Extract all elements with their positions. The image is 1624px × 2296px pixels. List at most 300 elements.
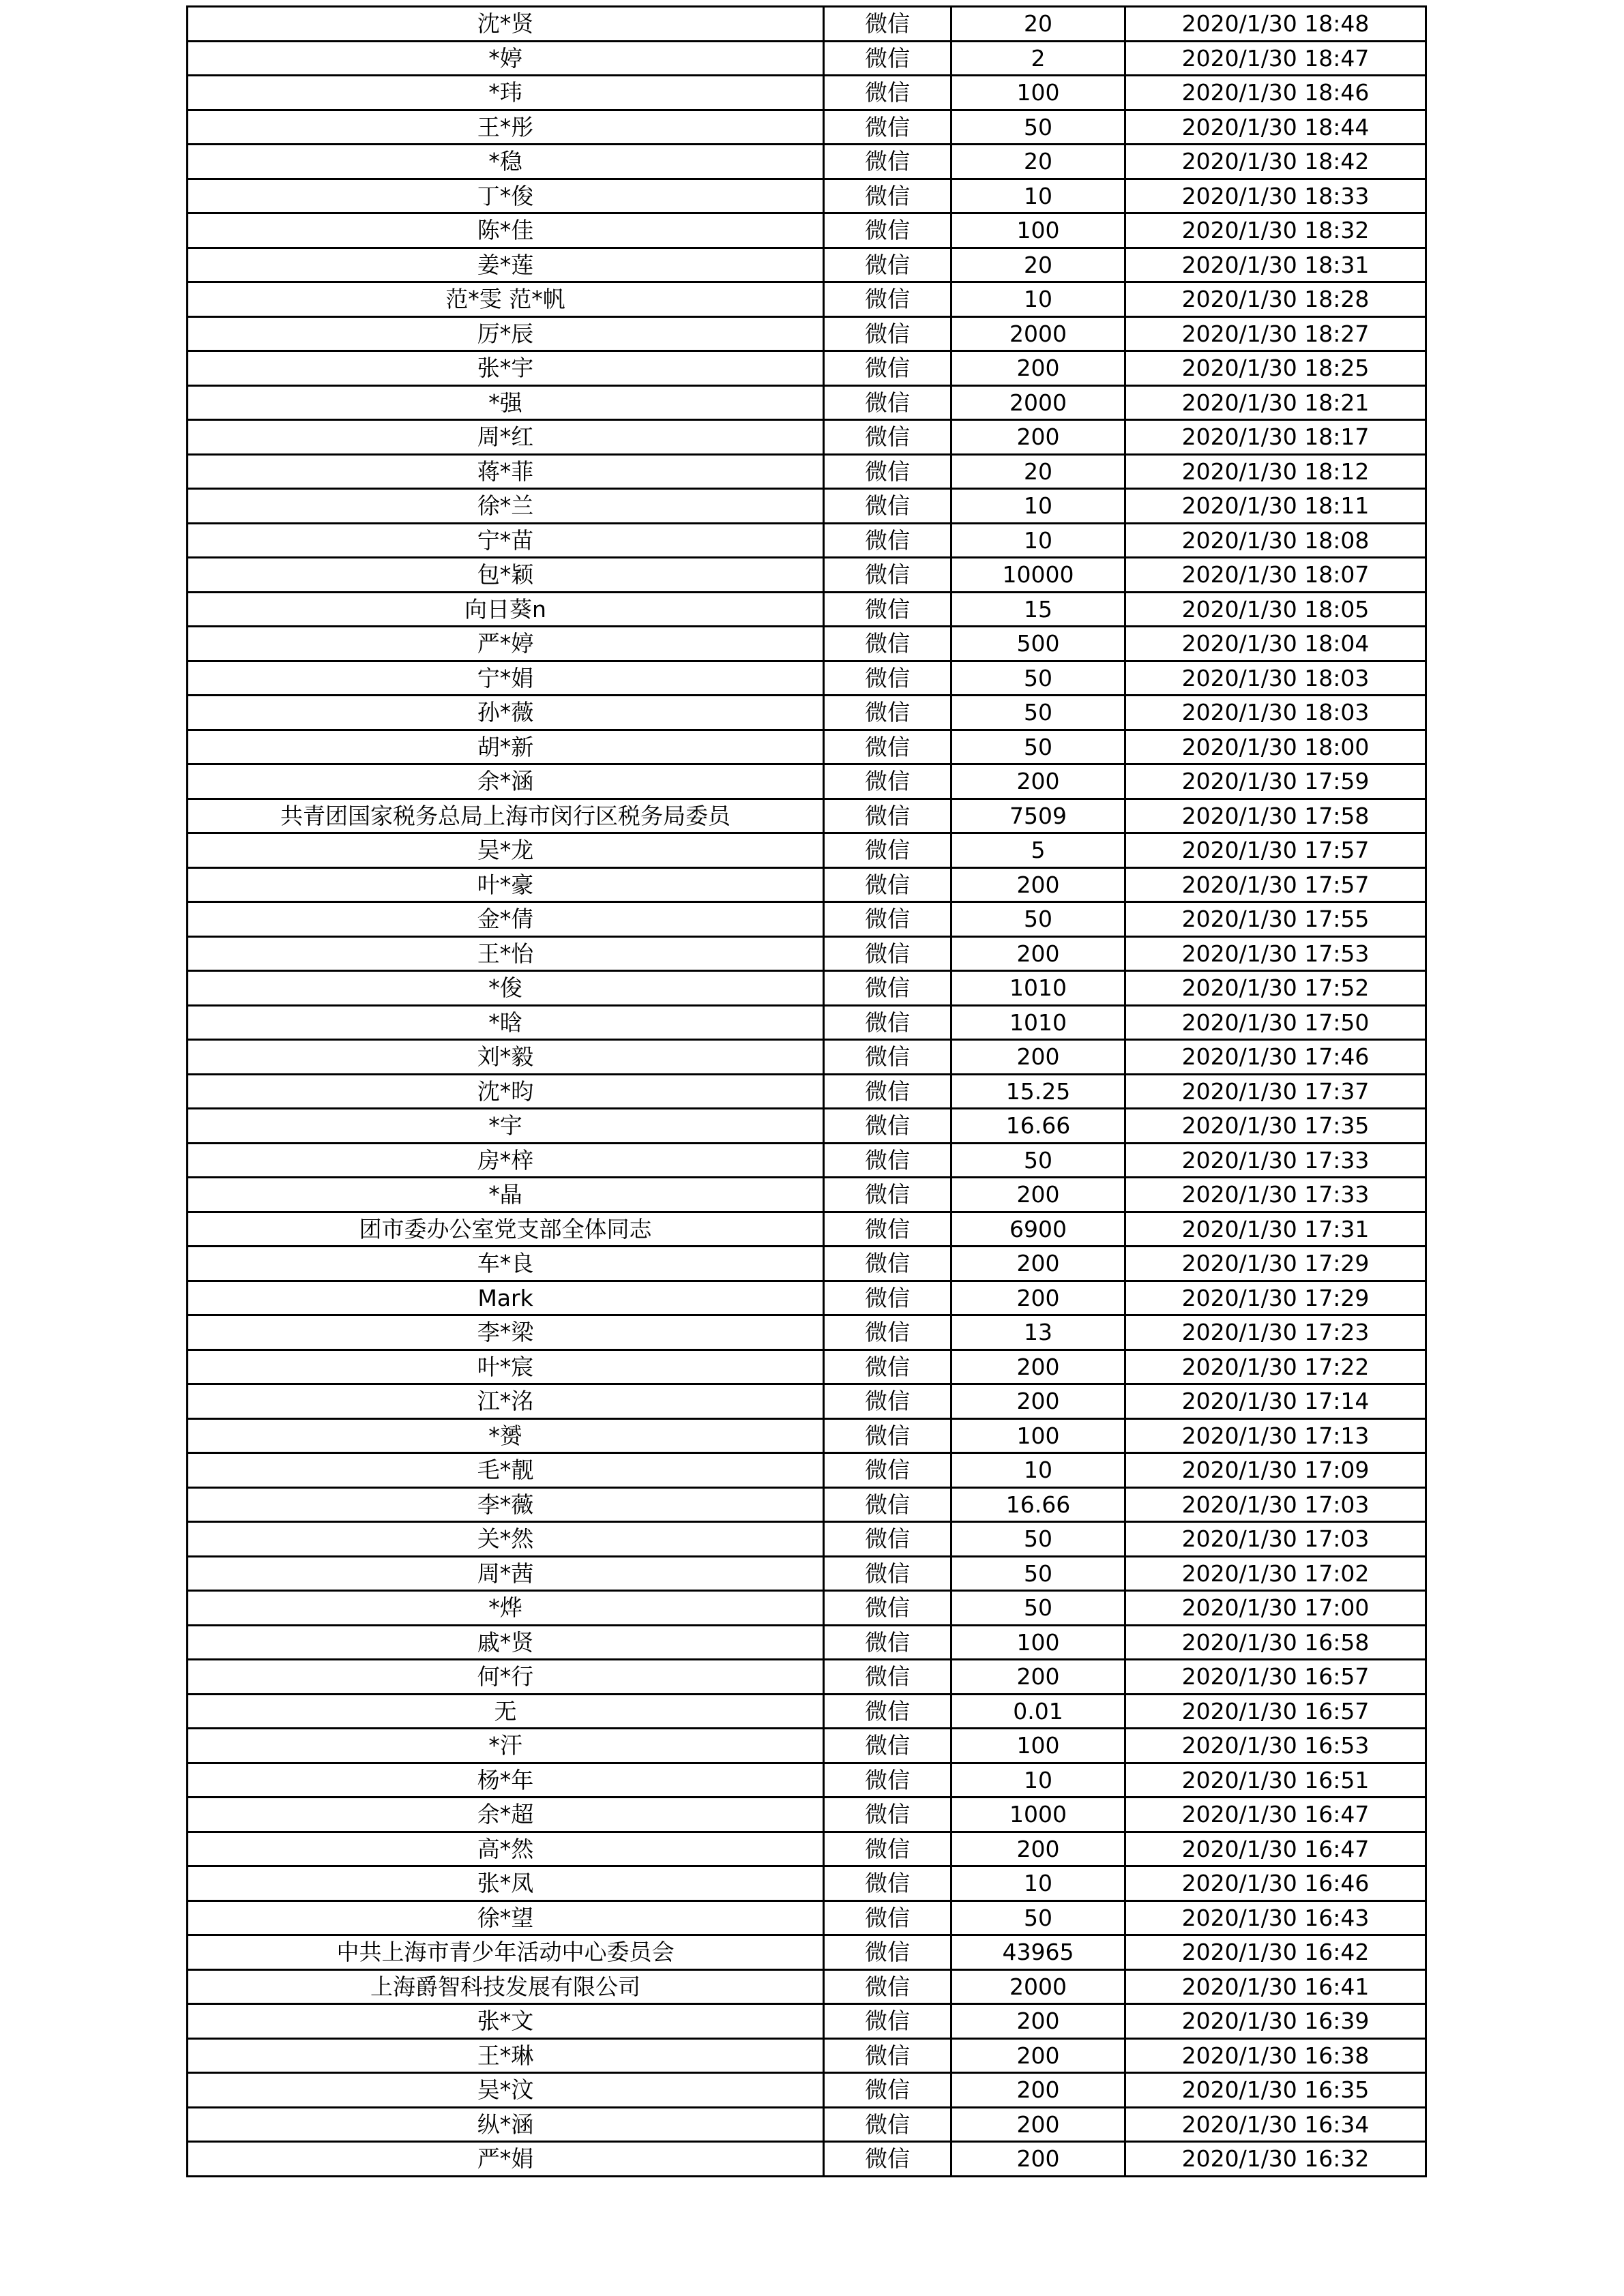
donation-time-cell: 2020/1/30 17:00 xyxy=(1125,1591,1426,1626)
donor-name-cell: 严*娟 xyxy=(188,2142,824,2177)
amount-cell: 43965 xyxy=(951,1935,1125,1970)
table-row xyxy=(188,1074,1426,1109)
donor-name-cell: 刘*毅 xyxy=(188,1040,824,1075)
donation-time-cell: 2020/1/30 17:57 xyxy=(1125,867,1426,902)
table-row xyxy=(188,867,1426,902)
amount-cell: 100 xyxy=(951,1625,1125,1660)
amount-cell: 200 xyxy=(951,1178,1125,1212)
amount-cell: 200 xyxy=(951,1350,1125,1384)
payment-channel-cell: 微信 xyxy=(824,76,951,110)
donor-name-cell: *俊 xyxy=(188,971,824,1006)
donor-name-cell: Mark xyxy=(188,1281,824,1315)
donor-name-cell: 周*红 xyxy=(188,420,824,455)
amount-cell: 10 xyxy=(951,489,1125,524)
amount-cell: 50 xyxy=(951,1522,1125,1557)
donation-time-cell: 2020/1/30 17:29 xyxy=(1125,1247,1426,1281)
donation-time-cell: 2020/1/30 17:09 xyxy=(1125,1453,1426,1488)
donation-time-cell: 2020/1/30 17:33 xyxy=(1125,1143,1426,1178)
amount-cell: 200 xyxy=(951,420,1125,455)
payment-channel-cell: 微信 xyxy=(824,627,951,661)
donor-name-cell: 王*彤 xyxy=(188,110,824,145)
table-row xyxy=(188,1935,1426,1970)
donation-time-cell: 2020/1/30 18:31 xyxy=(1125,248,1426,282)
amount-cell: 10 xyxy=(951,523,1125,558)
amount-cell: 20 xyxy=(951,454,1125,489)
donation-time-cell: 2020/1/30 17:55 xyxy=(1125,902,1426,937)
donation-time-cell: 2020/1/30 16:41 xyxy=(1125,1969,1426,2004)
donor-name-cell: 沈*贤 xyxy=(188,7,824,42)
donation-time-cell: 2020/1/30 17:03 xyxy=(1125,1487,1426,1522)
table-row xyxy=(188,1729,1426,1763)
amount-cell: 10 xyxy=(951,179,1125,213)
amount-cell: 50 xyxy=(951,110,1125,145)
amount-cell: 20 xyxy=(951,145,1125,179)
amount-cell: 200 xyxy=(951,2142,1125,2177)
payment-channel-cell: 微信 xyxy=(824,1178,951,1212)
table-row xyxy=(188,76,1426,110)
table-row xyxy=(188,1625,1426,1660)
payment-channel-cell: 微信 xyxy=(824,1212,951,1247)
amount-cell: 200 xyxy=(951,1040,1125,1075)
donor-name-cell: *婷 xyxy=(188,41,824,76)
amount-cell: 50 xyxy=(951,730,1125,764)
amount-cell: 7509 xyxy=(951,799,1125,833)
payment-channel-cell: 微信 xyxy=(824,1798,951,1832)
donor-name-cell: 叶*宸 xyxy=(188,1350,824,1384)
donation-time-cell: 2020/1/30 17:31 xyxy=(1125,1212,1426,1247)
donor-name-cell: 纵*涵 xyxy=(188,2107,824,2142)
donor-name-cell: 车*良 xyxy=(188,1247,824,1281)
payment-channel-cell: 微信 xyxy=(824,799,951,833)
payment-channel-cell: 微信 xyxy=(824,2073,951,2108)
table-row xyxy=(188,2038,1426,2073)
payment-channel-cell: 微信 xyxy=(824,1315,951,1350)
table-row xyxy=(188,420,1426,455)
table-row xyxy=(188,661,1426,696)
payment-channel-cell: 微信 xyxy=(824,1832,951,1866)
payment-channel-cell: 微信 xyxy=(824,764,951,799)
amount-cell: 5 xyxy=(951,833,1125,868)
payment-channel-cell: 微信 xyxy=(824,661,951,696)
donation-time-cell: 2020/1/30 16:57 xyxy=(1125,1660,1426,1695)
amount-cell: 100 xyxy=(951,1418,1125,1453)
amount-cell: 50 xyxy=(951,1591,1125,1626)
amount-cell: 200 xyxy=(951,2004,1125,2039)
donor-name-cell: 严*婷 xyxy=(188,627,824,661)
donation-time-cell: 2020/1/30 16:58 xyxy=(1125,1625,1426,1660)
amount-cell: 100 xyxy=(951,1729,1125,1763)
donation-time-cell: 2020/1/30 18:05 xyxy=(1125,592,1426,627)
amount-cell: 10 xyxy=(951,1866,1125,1901)
table-body xyxy=(188,7,1426,2177)
donation-time-cell: 2020/1/30 17:59 xyxy=(1125,764,1426,799)
amount-cell: 200 xyxy=(951,1247,1125,1281)
donation-time-cell: 2020/1/30 17:22 xyxy=(1125,1350,1426,1384)
amount-cell: 200 xyxy=(951,351,1125,386)
table-row xyxy=(188,316,1426,351)
table-row xyxy=(188,489,1426,524)
amount-cell: 2000 xyxy=(951,316,1125,351)
donation-table xyxy=(186,5,1427,2177)
amount-cell: 20 xyxy=(951,7,1125,42)
donor-name-cell: *宇 xyxy=(188,1109,824,1144)
amount-cell: 15 xyxy=(951,592,1125,627)
table-row xyxy=(188,1763,1426,1798)
donor-name-cell: 李*梁 xyxy=(188,1315,824,1350)
donation-time-cell: 2020/1/30 18:44 xyxy=(1125,110,1426,145)
donation-time-cell: 2020/1/30 17:23 xyxy=(1125,1315,1426,1350)
donation-time-cell: 2020/1/30 17:37 xyxy=(1125,1074,1426,1109)
payment-channel-cell: 微信 xyxy=(824,489,951,524)
donation-time-cell: 2020/1/30 18:03 xyxy=(1125,696,1426,730)
donation-time-cell: 2020/1/30 18:00 xyxy=(1125,730,1426,764)
table-row xyxy=(188,592,1426,627)
amount-cell: 10 xyxy=(951,282,1125,317)
donation-time-cell: 2020/1/30 18:32 xyxy=(1125,213,1426,248)
payment-channel-cell: 微信 xyxy=(824,1660,951,1695)
payment-channel-cell: 微信 xyxy=(824,110,951,145)
donor-name-cell: 王*琳 xyxy=(188,2038,824,2073)
amount-cell: 50 xyxy=(951,696,1125,730)
table-row xyxy=(188,1660,1426,1695)
donor-name-cell: 戚*贤 xyxy=(188,1625,824,1660)
donor-name-cell: 金*倩 xyxy=(188,902,824,937)
donor-name-cell: 姜*莲 xyxy=(188,248,824,282)
donor-name-cell: 李*薇 xyxy=(188,1487,824,1522)
donor-name-cell: *玮 xyxy=(188,76,824,110)
payment-channel-cell: 微信 xyxy=(824,454,951,489)
donor-name-cell: 余*超 xyxy=(188,1798,824,1832)
table-row xyxy=(188,1350,1426,1384)
donation-time-cell: 2020/1/30 16:57 xyxy=(1125,1694,1426,1729)
table-row xyxy=(188,936,1426,971)
amount-cell: 500 xyxy=(951,627,1125,661)
donation-time-cell: 2020/1/30 18:27 xyxy=(1125,316,1426,351)
table-row xyxy=(188,454,1426,489)
donation-time-cell: 2020/1/30 18:28 xyxy=(1125,282,1426,317)
amount-cell: 100 xyxy=(951,76,1125,110)
payment-channel-cell: 微信 xyxy=(824,1384,951,1419)
payment-channel-cell: 微信 xyxy=(824,1418,951,1453)
payment-channel-cell: 微信 xyxy=(824,2004,951,2039)
table-row xyxy=(188,696,1426,730)
payment-channel-cell: 微信 xyxy=(824,2038,951,2073)
donation-time-cell: 2020/1/30 16:43 xyxy=(1125,1900,1426,1935)
table-row xyxy=(188,1005,1426,1040)
donor-name-cell: 沈*昀 xyxy=(188,1074,824,1109)
table-row xyxy=(188,1315,1426,1350)
donor-name-cell: 房*梓 xyxy=(188,1143,824,1178)
donation-time-cell: 2020/1/30 17:14 xyxy=(1125,1384,1426,1419)
donor-name-cell: *稳 xyxy=(188,145,824,179)
donation-time-cell: 2020/1/30 17:35 xyxy=(1125,1109,1426,1144)
donor-name-cell: 杨*年 xyxy=(188,1763,824,1798)
donation-time-cell: 2020/1/30 17:57 xyxy=(1125,833,1426,868)
amount-cell: 200 xyxy=(951,2073,1125,2108)
payment-channel-cell: 微信 xyxy=(824,145,951,179)
payment-channel-cell: 微信 xyxy=(824,1935,951,1970)
donation-time-cell: 2020/1/30 16:51 xyxy=(1125,1763,1426,1798)
table-row xyxy=(188,764,1426,799)
table-row xyxy=(188,110,1426,145)
donor-name-cell: 丁*俊 xyxy=(188,179,824,213)
amount-cell: 16.66 xyxy=(951,1109,1125,1144)
donor-name-cell: 孙*薇 xyxy=(188,696,824,730)
payment-channel-cell: 微信 xyxy=(824,1969,951,2004)
donor-name-cell: *晗 xyxy=(188,1005,824,1040)
payment-channel-cell: 微信 xyxy=(824,1247,951,1281)
amount-cell: 200 xyxy=(951,2107,1125,2142)
donation-time-cell: 2020/1/30 18:25 xyxy=(1125,351,1426,386)
table-row xyxy=(188,351,1426,386)
table-row xyxy=(188,523,1426,558)
table-row xyxy=(188,1212,1426,1247)
table-row xyxy=(188,1384,1426,1419)
amount-cell: 50 xyxy=(951,1143,1125,1178)
table-row xyxy=(188,730,1426,764)
donor-name-cell: *烨 xyxy=(188,1591,824,1626)
payment-channel-cell: 微信 xyxy=(824,41,951,76)
payment-channel-cell: 微信 xyxy=(824,696,951,730)
amount-cell: 200 xyxy=(951,764,1125,799)
payment-channel-cell: 微信 xyxy=(824,1900,951,1935)
donor-name-cell: 上海爵智科技发展有限公司 xyxy=(188,1969,824,2004)
donation-time-cell: 2020/1/30 17:58 xyxy=(1125,799,1426,833)
table-row xyxy=(188,2004,1426,2039)
donation-time-cell: 2020/1/30 18:33 xyxy=(1125,179,1426,213)
payment-channel-cell: 微信 xyxy=(824,936,951,971)
amount-cell: 200 xyxy=(951,936,1125,971)
amount-cell: 10 xyxy=(951,1453,1125,1488)
donor-name-cell: 无 xyxy=(188,1694,824,1729)
donor-name-cell: 叶*豪 xyxy=(188,867,824,902)
table-row xyxy=(188,1143,1426,1178)
payment-channel-cell: 微信 xyxy=(824,282,951,317)
table-row xyxy=(188,1866,1426,1901)
payment-channel-cell: 微信 xyxy=(824,1005,951,1040)
table-row xyxy=(188,1556,1426,1591)
payment-channel-cell: 微信 xyxy=(824,1143,951,1178)
table-row xyxy=(188,248,1426,282)
amount-cell: 200 xyxy=(951,2038,1125,2073)
table-row xyxy=(188,833,1426,868)
table-row xyxy=(188,41,1426,76)
donation-time-cell: 2020/1/30 17:03 xyxy=(1125,1522,1426,1557)
donation-time-cell: 2020/1/30 16:39 xyxy=(1125,2004,1426,2039)
donor-name-cell: 张*宇 xyxy=(188,351,824,386)
donation-time-cell: 2020/1/30 18:12 xyxy=(1125,454,1426,489)
donor-name-cell: 张*文 xyxy=(188,2004,824,2039)
donation-time-cell: 2020/1/30 18:04 xyxy=(1125,627,1426,661)
donation-time-cell: 2020/1/30 18:07 xyxy=(1125,558,1426,593)
payment-channel-cell: 微信 xyxy=(824,1591,951,1626)
donation-time-cell: 2020/1/30 16:34 xyxy=(1125,2107,1426,2142)
amount-cell: 200 xyxy=(951,1832,1125,1866)
table-row xyxy=(188,1247,1426,1281)
donor-name-cell: 王*怡 xyxy=(188,936,824,971)
table-row xyxy=(188,7,1426,42)
donor-name-cell: 团市委办公室党支部全体同志 xyxy=(188,1212,824,1247)
payment-channel-cell: 微信 xyxy=(824,213,951,248)
amount-cell: 10 xyxy=(951,1763,1125,1798)
donor-name-cell: 共青团国家税务总局上海市闵行区税务局委员 xyxy=(188,799,824,833)
payment-channel-cell: 微信 xyxy=(824,351,951,386)
payment-channel-cell: 微信 xyxy=(824,1074,951,1109)
amount-cell: 50 xyxy=(951,1900,1125,1935)
table-row xyxy=(188,1522,1426,1557)
donor-name-cell: 宁*苗 xyxy=(188,523,824,558)
donor-name-cell: 吴*汶 xyxy=(188,2073,824,2108)
payment-channel-cell: 微信 xyxy=(824,1625,951,1660)
payment-channel-cell: 微信 xyxy=(824,1453,951,1488)
table-row xyxy=(188,1969,1426,2004)
donor-name-cell: 胡*新 xyxy=(188,730,824,764)
donation-time-cell: 2020/1/30 18:48 xyxy=(1125,7,1426,42)
amount-cell: 1010 xyxy=(951,1005,1125,1040)
donation-time-cell: 2020/1/30 18:11 xyxy=(1125,489,1426,524)
payment-channel-cell: 微信 xyxy=(824,1556,951,1591)
payment-channel-cell: 微信 xyxy=(824,1281,951,1315)
payment-channel-cell: 微信 xyxy=(824,1694,951,1729)
payment-channel-cell: 微信 xyxy=(824,1729,951,1763)
payment-channel-cell: 微信 xyxy=(824,420,951,455)
payment-channel-cell: 微信 xyxy=(824,833,951,868)
amount-cell: 1010 xyxy=(951,971,1125,1006)
donor-name-cell: 向日葵n xyxy=(188,592,824,627)
table-row xyxy=(188,1900,1426,1935)
donor-name-cell: *晶 xyxy=(188,1178,824,1212)
donation-time-cell: 2020/1/30 18:08 xyxy=(1125,523,1426,558)
payment-channel-cell: 微信 xyxy=(824,971,951,1006)
table-row xyxy=(188,179,1426,213)
donor-name-cell: 宁*娟 xyxy=(188,661,824,696)
table-row xyxy=(188,799,1426,833)
donation-time-cell: 2020/1/30 17:53 xyxy=(1125,936,1426,971)
amount-cell: 50 xyxy=(951,1556,1125,1591)
donor-name-cell: 江*洺 xyxy=(188,1384,824,1419)
payment-channel-cell: 微信 xyxy=(824,1522,951,1557)
amount-cell: 200 xyxy=(951,867,1125,902)
amount-cell: 200 xyxy=(951,1660,1125,1695)
table-row xyxy=(188,558,1426,593)
donor-name-cell: 余*涵 xyxy=(188,764,824,799)
donor-name-cell: 周*茜 xyxy=(188,1556,824,1591)
payment-channel-cell: 微信 xyxy=(824,730,951,764)
donor-name-cell: *赟 xyxy=(188,1418,824,1453)
table-row xyxy=(188,902,1426,937)
donor-name-cell: 徐*望 xyxy=(188,1900,824,1935)
table-row xyxy=(188,1453,1426,1488)
amount-cell: 1000 xyxy=(951,1798,1125,1832)
donor-name-cell: *强 xyxy=(188,385,824,420)
donation-time-cell: 2020/1/30 18:42 xyxy=(1125,145,1426,179)
donation-time-cell: 2020/1/30 16:47 xyxy=(1125,1798,1426,1832)
donor-name-cell: 陈*佳 xyxy=(188,213,824,248)
donation-time-cell: 2020/1/30 17:02 xyxy=(1125,1556,1426,1591)
table-row xyxy=(188,1418,1426,1453)
payment-channel-cell: 微信 xyxy=(824,523,951,558)
payment-channel-cell: 微信 xyxy=(824,2107,951,2142)
amount-cell: 10000 xyxy=(951,558,1125,593)
payment-channel-cell: 微信 xyxy=(824,385,951,420)
payment-channel-cell: 微信 xyxy=(824,558,951,593)
payment-channel-cell: 微信 xyxy=(824,1109,951,1144)
table-row xyxy=(188,1694,1426,1729)
donor-name-cell: 中共上海市青少年活动中心委员会 xyxy=(188,1935,824,1970)
donor-name-cell: 厉*辰 xyxy=(188,316,824,351)
table-row xyxy=(188,145,1426,179)
amount-cell: 15.25 xyxy=(951,1074,1125,1109)
payment-channel-cell: 微信 xyxy=(824,179,951,213)
donation-time-cell: 2020/1/30 17:46 xyxy=(1125,1040,1426,1075)
donor-name-cell: 毛*靓 xyxy=(188,1453,824,1488)
payment-channel-cell: 微信 xyxy=(824,592,951,627)
table-row xyxy=(188,971,1426,1006)
payment-channel-cell: 微信 xyxy=(824,1350,951,1384)
table-row xyxy=(188,2107,1426,2142)
table-row xyxy=(188,1487,1426,1522)
donation-time-cell: 2020/1/30 18:47 xyxy=(1125,41,1426,76)
donation-time-cell: 2020/1/30 17:13 xyxy=(1125,1418,1426,1453)
amount-cell: 50 xyxy=(951,902,1125,937)
donor-name-cell: 蒋*菲 xyxy=(188,454,824,489)
donation-time-cell: 2020/1/30 17:33 xyxy=(1125,1178,1426,1212)
donation-time-cell: 2020/1/30 16:53 xyxy=(1125,1729,1426,1763)
donor-name-cell: *汗 xyxy=(188,1729,824,1763)
amount-cell: 50 xyxy=(951,661,1125,696)
amount-cell: 200 xyxy=(951,1384,1125,1419)
table-row xyxy=(188,1281,1426,1315)
donation-time-cell: 2020/1/30 16:46 xyxy=(1125,1866,1426,1901)
donor-name-cell: 高*然 xyxy=(188,1832,824,1866)
donation-time-cell: 2020/1/30 16:47 xyxy=(1125,1832,1426,1866)
donation-time-cell: 2020/1/30 16:38 xyxy=(1125,2038,1426,2073)
table-row xyxy=(188,385,1426,420)
donor-name-cell: 何*行 xyxy=(188,1660,824,1695)
donor-name-cell: 吴*龙 xyxy=(188,833,824,868)
donation-time-cell: 2020/1/30 18:21 xyxy=(1125,385,1426,420)
donation-time-cell: 2020/1/30 18:46 xyxy=(1125,76,1426,110)
payment-channel-cell: 微信 xyxy=(824,316,951,351)
payment-channel-cell: 微信 xyxy=(824,1040,951,1075)
amount-cell: 0.01 xyxy=(951,1694,1125,1729)
table-row xyxy=(188,1109,1426,1144)
amount-cell: 16.66 xyxy=(951,1487,1125,1522)
payment-channel-cell: 微信 xyxy=(824,7,951,42)
table-row xyxy=(188,1591,1426,1626)
payment-channel-cell: 微信 xyxy=(824,1763,951,1798)
table-row xyxy=(188,1040,1426,1075)
donation-time-cell: 2020/1/30 17:50 xyxy=(1125,1005,1426,1040)
donation-time-cell: 2020/1/30 17:52 xyxy=(1125,971,1426,1006)
donation-time-cell: 2020/1/30 16:35 xyxy=(1125,2073,1426,2108)
amount-cell: 20 xyxy=(951,248,1125,282)
amount-cell: 2 xyxy=(951,41,1125,76)
donor-name-cell: 关*然 xyxy=(188,1522,824,1557)
amount-cell: 6900 xyxy=(951,1212,1125,1247)
donor-name-cell: 徐*兰 xyxy=(188,489,824,524)
payment-channel-cell: 微信 xyxy=(824,2142,951,2177)
donation-time-cell: 2020/1/30 16:32 xyxy=(1125,2142,1426,2177)
amount-cell: 2000 xyxy=(951,1969,1125,2004)
amount-cell: 200 xyxy=(951,1281,1125,1315)
table-row xyxy=(188,1832,1426,1866)
payment-channel-cell: 微信 xyxy=(824,1866,951,1901)
payment-channel-cell: 微信 xyxy=(824,867,951,902)
donor-name-cell: 包*颖 xyxy=(188,558,824,593)
amount-cell: 2000 xyxy=(951,385,1125,420)
table-row xyxy=(188,282,1426,317)
